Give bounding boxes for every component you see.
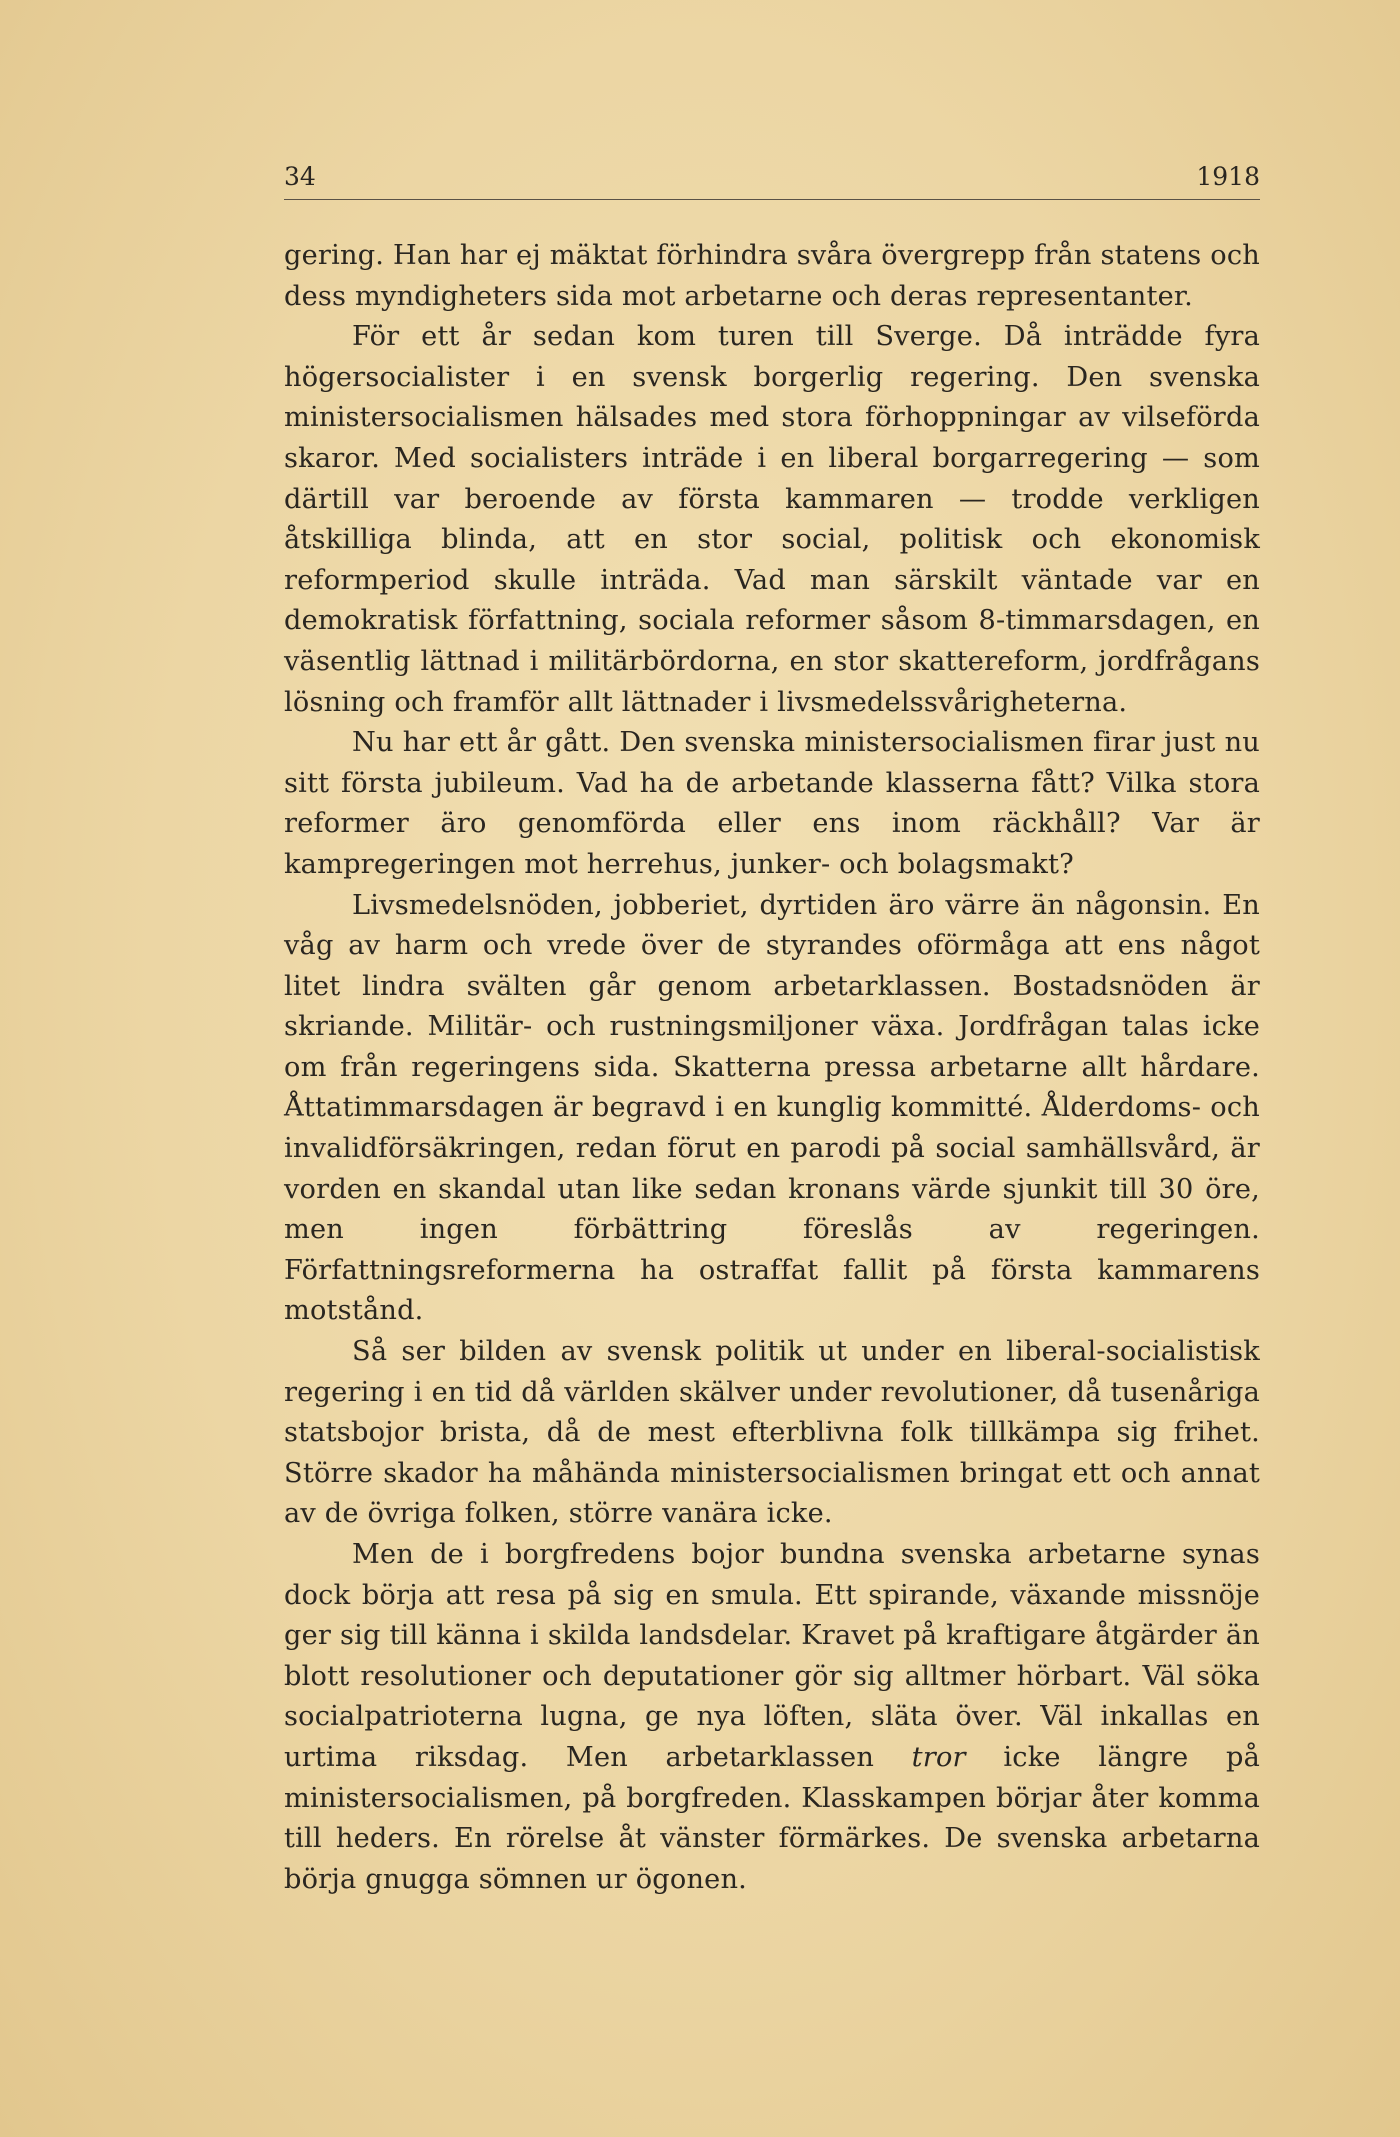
- body-text: [284, 236, 1260, 1900]
- paragraph: [284, 1535, 1260, 1900]
- paragraph: Nu har ett år gått. Den svenska ministersocialismen firar just nu sitt första jubileum. Vad ha de arbetande klasserna fått? Vilka stora reformer äro genomförda eller ens inom räckhåll? Var är kampregeringen mot herrehus, junker- och bolagsmakt?: [284, 727, 1260, 880]
- running-head: [284, 160, 1260, 194]
- paragraph-text: Men de i borgfredens bojor bundna svenska arbetarne synas dock börja att resa på sig en smula. Ett spirande, växande missnöje ger sig till känna i skilda landsdelar. Kravet på kraftigare åtgärder än blott resolutioner och deputationer gör sig alltmer hörbart. Väl söka socialpatrioterna lugna, ge nya löften, släta över. Väl inkallas en urtima riksdag. Men arbetarklassen: [284, 1539, 1260, 1773]
- paragraph-text: icke längre på ministersocialismen, på borgfreden. Klasskampen börjar åter komma till heders. En rörelse åt vänster förmärkes. De svenska arbetarna börja gnugga sömnen ur ögonen.: [284, 1741, 1260, 1895]
- emphasis: tror: [911, 1741, 966, 1773]
- header-year: 1918: [1196, 162, 1260, 191]
- paragraph: Livsmedelsnöden, jobberiet, dyrtiden äro värre än någonsin. En våg av harm och vrede över de styrandes oförmåga att ens något litet lindra svälten går genom arbetarklassen. Bostadsnöden är skriande. Militär- och rustningsmiljoner växa. Jordfrågan talas icke om från regeringens sida. Skatterna pressa arbetarne allt hårdare. Åttatimmarsdagen är begravd i en kunglig kommitté. Ålderdoms- och invalidförsäkringen, redan förut en parodi på social samhällsvård, är vorden en skandal utan like sedan kronans värde sjunkit till 30 öre, men ingen förbättring föreslås av regeringen. Författningsreformerna ha ostraffat fallit på första kammarens motstånd.: [284, 889, 1260, 1327]
- paragraph: gering. Han har ej mäktat förhindra svåra övergrepp från statens och dess myndigheters sida mot arbetarne och deras representanter.: [284, 240, 1260, 312]
- paragraph: Så ser bilden av svensk politik ut under en liberal-socialistisk regering i en tid då världen skälver under revolutioner, då tusenåriga statsbojor brista, då de mest efterblivna folk tillkämpa sig frihet. Större skador ha måhända ministersocialismen bringat ett och annat av de övriga folken, större vanära icke.: [284, 1336, 1260, 1530]
- header-rule: [284, 199, 1260, 200]
- paragraph: För ett år sedan kom turen till Sverge. Då inträdde fyra högersocialister i en svensk borgerlig regering. Den svenska ministersocialismen hälsades med stora förhoppningar av vilseförda skaror. Med socialisters inträde i en liberal borgarregering — som därtill var beroende av första kammaren — trodde verkligen åtskilliga blinda, att en stor social, politisk och ekonomisk reformperiod skulle inträda. Vad man särskilt väntade var en demokratisk författning, sociala reformer såsom 8-timmarsdagen, en väsentlig lättnad i militärbördorna, en stor skattereform, jordfrågans lösning och framför allt lättnader i livsmedelssvårigheterna.: [284, 321, 1260, 718]
- page-number: 34: [284, 162, 316, 191]
